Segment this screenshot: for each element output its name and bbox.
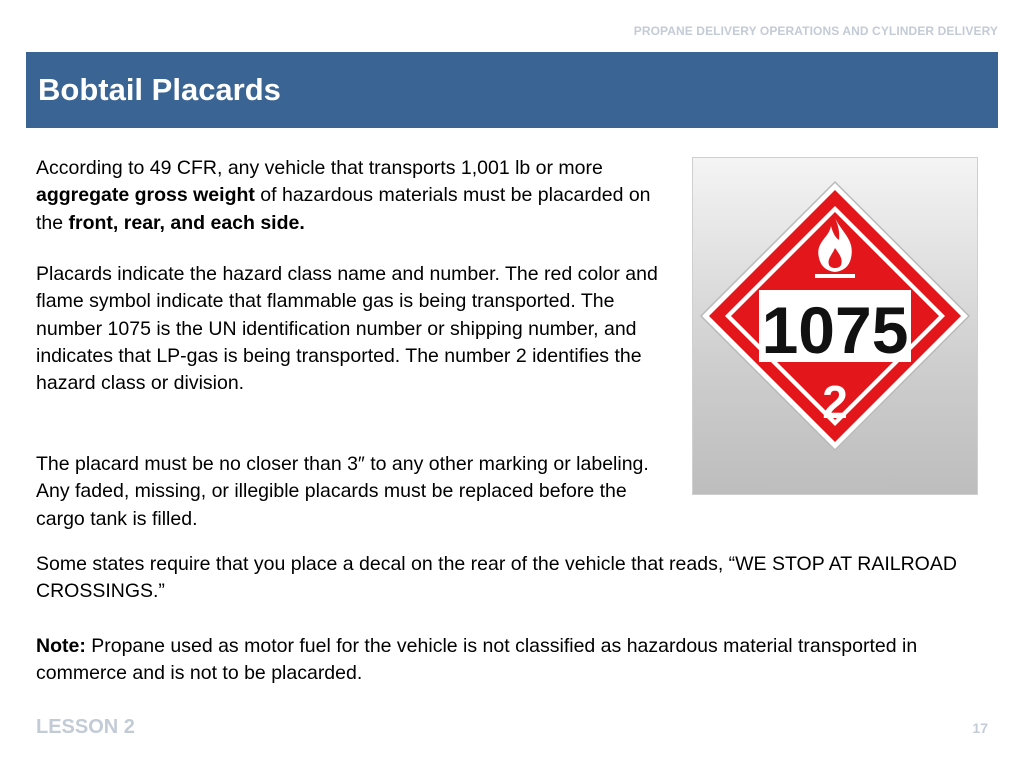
hazmat-placard (693, 158, 977, 494)
un-number: 1075 (761, 293, 909, 367)
paragraph-placard-meaning: Placards indicate the hazard class name and number. The red color and flame symbol indicate that flammable gas is being transported. The number 1075 is the UN identification number or shipping number, and indicates that LP-gas is being transported. The number 2 identifies the hazard class or division. (36, 263, 658, 395)
text-run: of hazardous materials must be placarded on the (36, 184, 651, 234)
paragraph-cfr-requirement (36, 155, 661, 237)
slide-title: Bobtail Placards (38, 72, 281, 107)
placard-image (692, 157, 978, 495)
title-bar (26, 52, 998, 128)
note-label: Note: (36, 635, 86, 657)
hazard-class-number: 2 (822, 376, 848, 428)
course-title: PROPANE DELIVERY OPERATIONS AND CYLINDER DELIVERY (633, 24, 998, 38)
paragraph-railroad-decal: Some states require that you place a decal on the rear of the vehicle that reads, “WE STOP AT RAILROAD CROSSINGS.” (36, 553, 957, 603)
page-number: 17 (972, 720, 988, 736)
emphasis-aggregate-weight: aggregate gross weight (36, 184, 255, 207)
paragraph-note (36, 633, 976, 688)
note-text: Propane used as motor fuel for the vehicle is not classified as hazardous material transported in commerce and is not to be placarded. (36, 635, 918, 685)
footer-lesson: LESSON 2 (36, 716, 135, 738)
text-run: According to 49 CFR, any vehicle that transports 1,001 lb or more (36, 157, 603, 179)
emphasis-placard-locations: front, rear, and each side. (68, 211, 305, 234)
paragraph-placard-spacing: The placard must be no closer than 3″ to any other marking or labeling. Any faded, missing, or illegible placards must be replaced before the cargo tank is filled. (36, 453, 649, 530)
